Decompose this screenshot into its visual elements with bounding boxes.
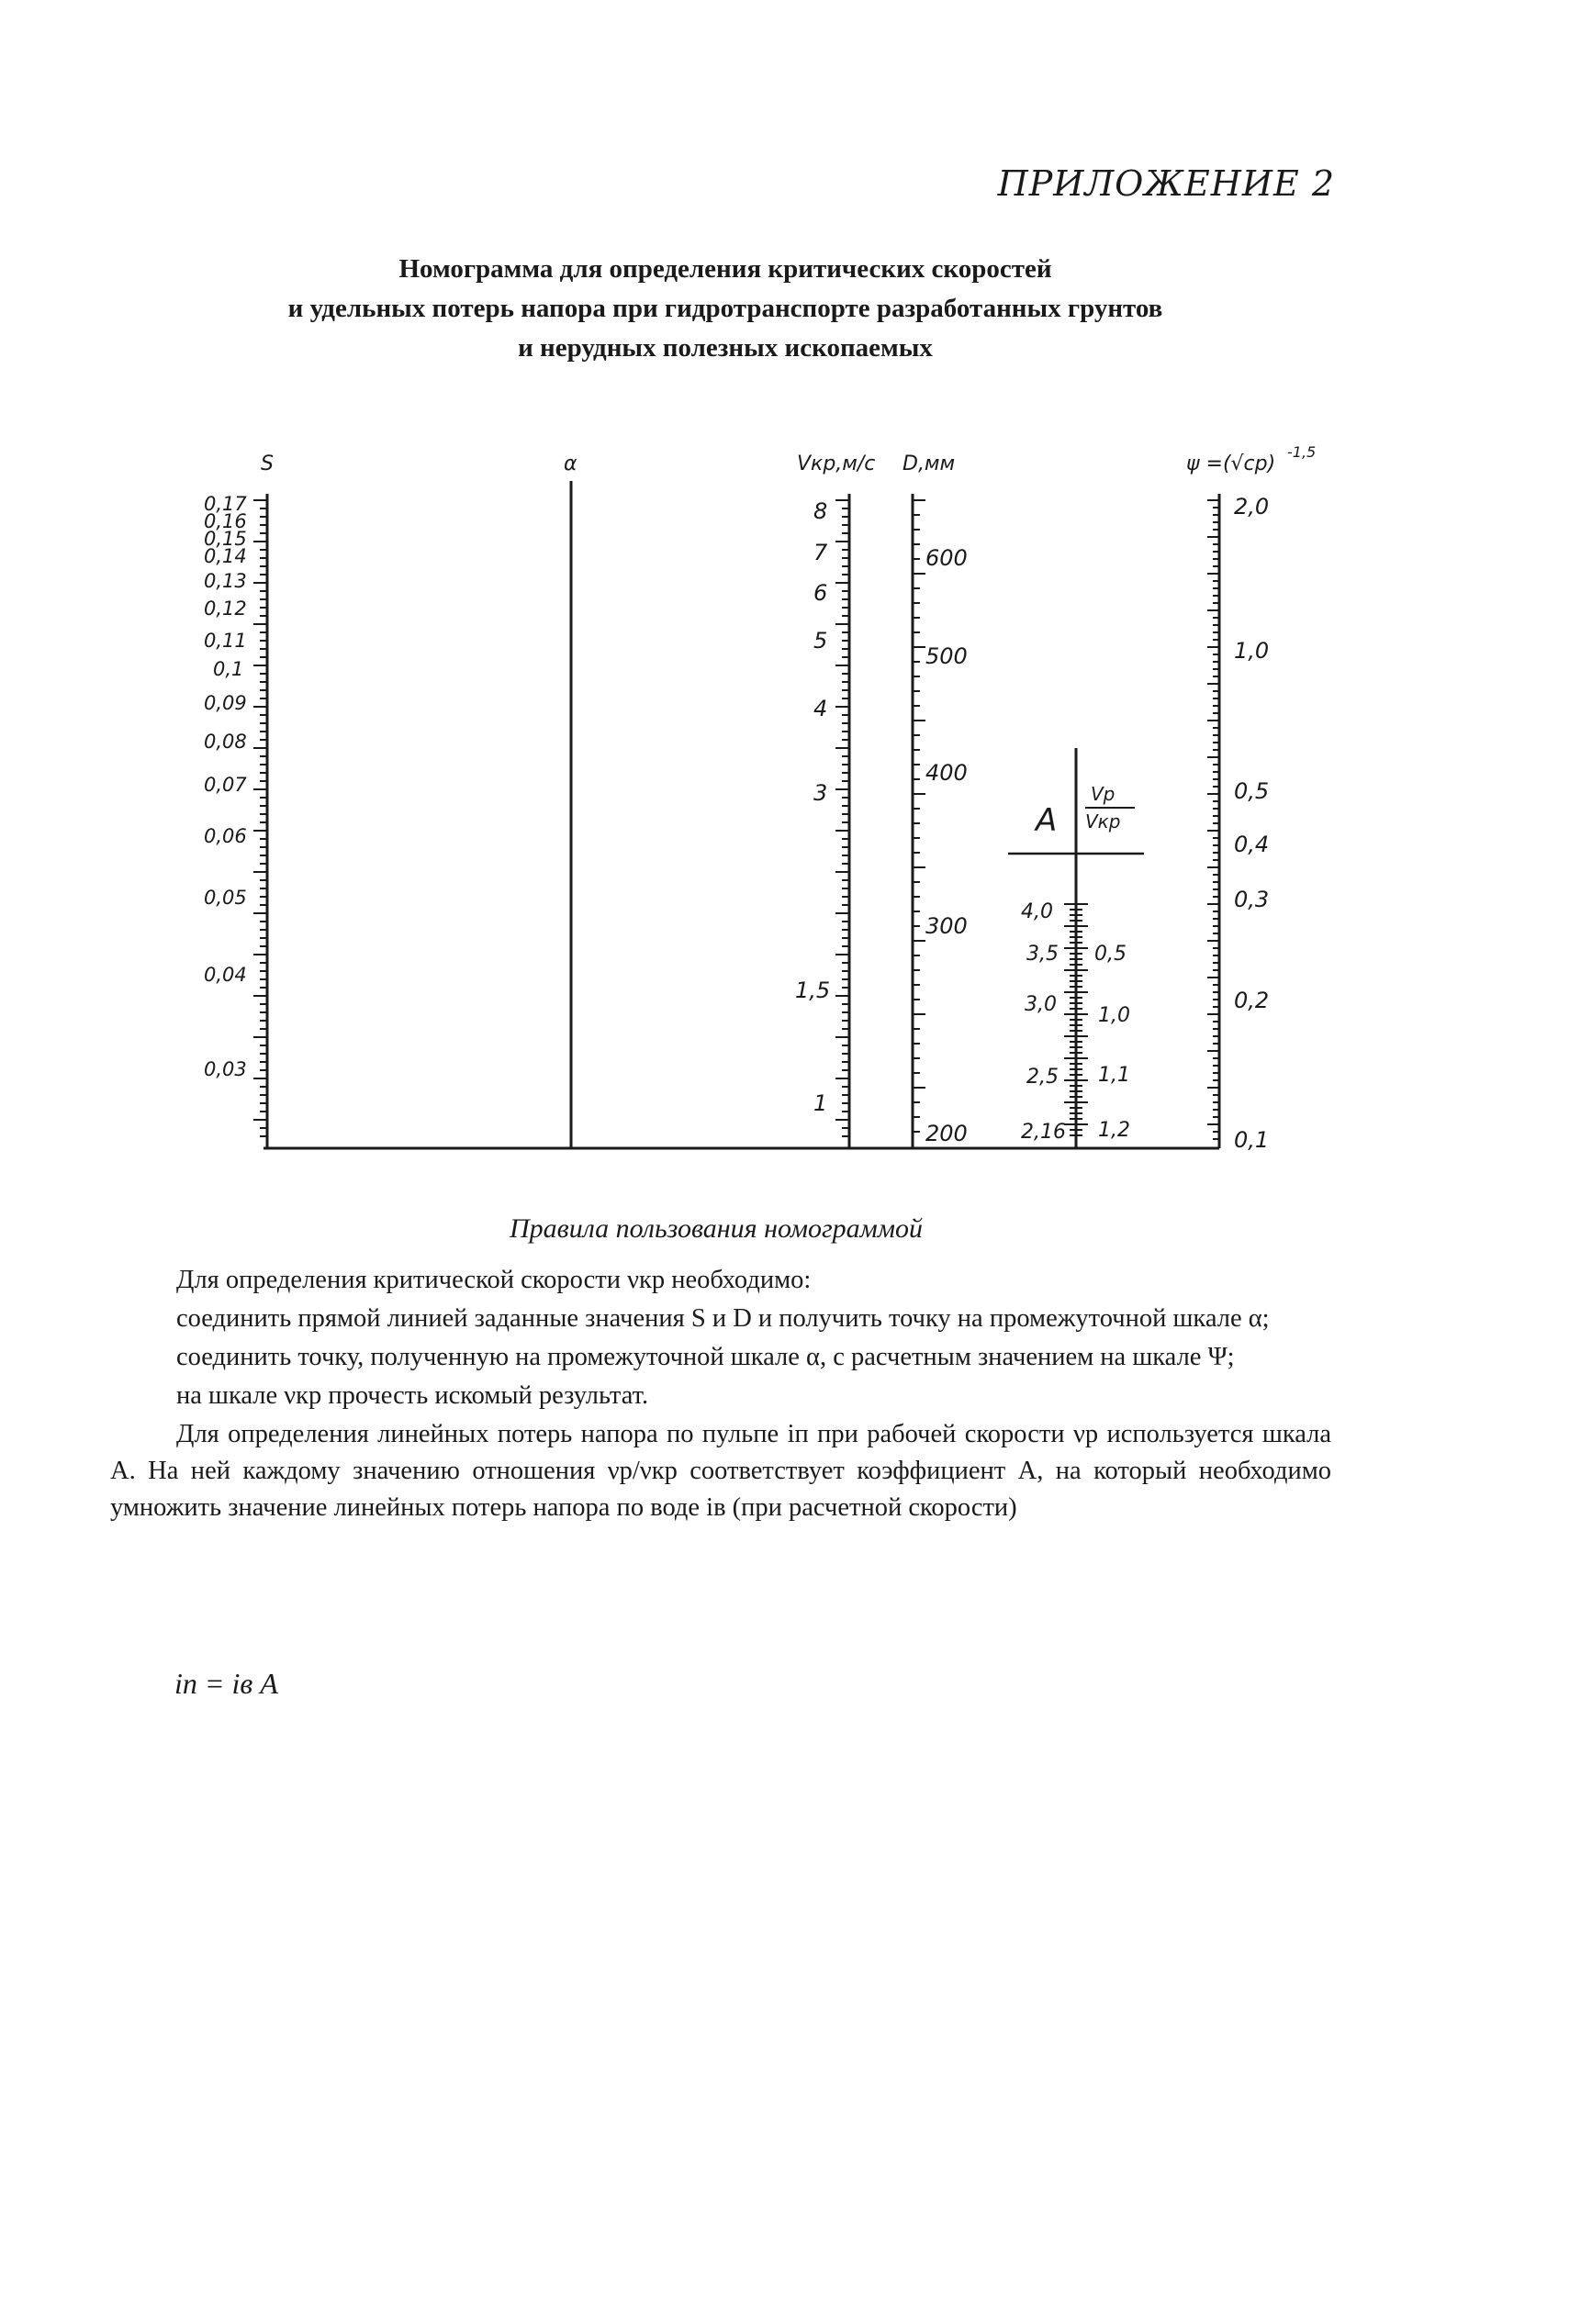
scale-v-labels [795, 498, 830, 1116]
scale-psi-label: 0,1 [1234, 1127, 1270, 1153]
scale-d-label: 200 [925, 1121, 968, 1146]
scale-s-name: S [261, 453, 274, 475]
scale-psi-label: 0,3 [1234, 887, 1270, 912]
rules-heading: Правила пользования номограммой [510, 1213, 923, 1244]
scale-d-label: 600 [925, 545, 968, 571]
scale-s-label: 0,09 [204, 692, 247, 714]
scale-a-left-label: 4,0 [1021, 900, 1053, 923]
scale-d-label: 300 [925, 913, 968, 939]
rules-text [110, 1262, 1331, 1528]
scale-a-right-label: 1,2 [1098, 1119, 1130, 1142]
scale-v-label: 7 [813, 540, 828, 565]
scale-s-label: 0,07 [204, 774, 247, 796]
scale-v-label: 3 [813, 780, 828, 806]
scale-s-label: 0,15 [204, 528, 247, 550]
scale-v-label: 1 [813, 1090, 828, 1116]
scale-s-label: 0,12 [204, 598, 247, 620]
scale-s-ticks [253, 500, 267, 1136]
scale-psi-name: ψ =(√cр) [1186, 453, 1276, 475]
title-line-2: и удельных потерь напора при гидротранспорте разработанных грунтов [287, 294, 1163, 323]
formula: iп = iв A [174, 1667, 278, 1700]
rules-paragraph: Для определения критической скорости νкр необходимо: [176, 1266, 812, 1294]
scale-psi-label: 0,4 [1234, 832, 1270, 857]
title-line-3: и нерудных полезных ископаемых [518, 333, 933, 363]
scale-psi-label: 0,2 [1234, 988, 1270, 1013]
scale-psi-ticks [1207, 500, 1219, 1139]
scale-a-right-label: 1,1 [1098, 1064, 1130, 1087]
scale-d-ticks [913, 500, 925, 1132]
scale-v-label: 8 [813, 498, 828, 524]
scale-a-left-label: 2,5 [1026, 1066, 1059, 1089]
scale-a-right-label: 1,0 [1098, 1004, 1130, 1027]
scale-a-ratio-denominator: Vкр [1085, 810, 1121, 832]
scale-d-label: 500 [925, 643, 968, 669]
scale-psi-exponent: -1,5 [1287, 443, 1317, 461]
appendix-heading: ПРИЛОЖЕНИЕ 2 [997, 163, 1335, 204]
title-line-1: Номограмма для определения критических скоростей [398, 254, 1052, 284]
scale-s-label: 0,17 [204, 493, 247, 515]
scale-v-label: 6 [813, 580, 828, 606]
scale-psi-label: 1,0 [1234, 638, 1270, 664]
scale-a-ratio-numerator: Vр [1091, 783, 1116, 805]
scale-a-left-label: 3,0 [1025, 993, 1057, 1016]
scale-s-label: 0,14 [204, 545, 247, 567]
scale-a-left-label: 3,5 [1026, 943, 1059, 966]
scale-v-ticks [835, 500, 849, 1136]
scale-psi-label: 2,0 [1234, 494, 1270, 520]
rules-paragraph: Для определения линейных потерь напора по пульпе iп при рабочей скорости νр используется шкала A. На ней каждому значению отношения νр/νкр соответствует коэффициент A, на который необходимо умножить значение линейных потерь напора по воде iв (при расчетной скорости) [110, 1420, 1331, 1522]
scale-s-label: 0,1 [213, 658, 244, 680]
rules-paragraph: соединить точку, полученную на промежуточной шкале α, с расчетным значением на шкале Ψ; [176, 1343, 1235, 1371]
scale-d-labels [925, 545, 968, 1146]
scale-s-label: 0,11 [204, 630, 247, 652]
scale-alpha-name: α [564, 453, 577, 475]
scale-s-label: 0,05 [204, 887, 247, 909]
scale-s-label: 0,13 [204, 570, 247, 592]
scale-a-right-label: 0,5 [1094, 943, 1127, 966]
scale-s-label: 0,06 [204, 825, 247, 847]
scale-v-label: 4 [813, 696, 828, 721]
scale-d-name: D,мм [903, 453, 956, 475]
rules-paragraph: на шкале νкр прочесть искомый результат. [176, 1381, 649, 1410]
scale-s-label: 0,16 [204, 510, 247, 532]
scale-v-label: 1,5 [795, 978, 831, 1003]
scale-a-name: A [1036, 802, 1058, 839]
scale-psi-label: 0,5 [1234, 778, 1270, 804]
scale-s-label: 0,03 [204, 1058, 247, 1080]
scale-d-label: 400 [925, 760, 968, 786]
scale-s-label: 0,04 [204, 964, 247, 986]
scale-s-labels [204, 493, 247, 1080]
scale-psi-labels [1234, 494, 1269, 1153]
scale-a-left-label: 2,16 [1021, 1121, 1066, 1144]
scale-v-label: 5 [813, 628, 828, 654]
scale-v-name: Vкр,м/с [797, 453, 876, 475]
rules-paragraph: соединить прямой линией заданные значения S и D и получить точку на промежуточной шкале α; [176, 1304, 1270, 1333]
scale-s-label: 0,08 [204, 731, 247, 753]
